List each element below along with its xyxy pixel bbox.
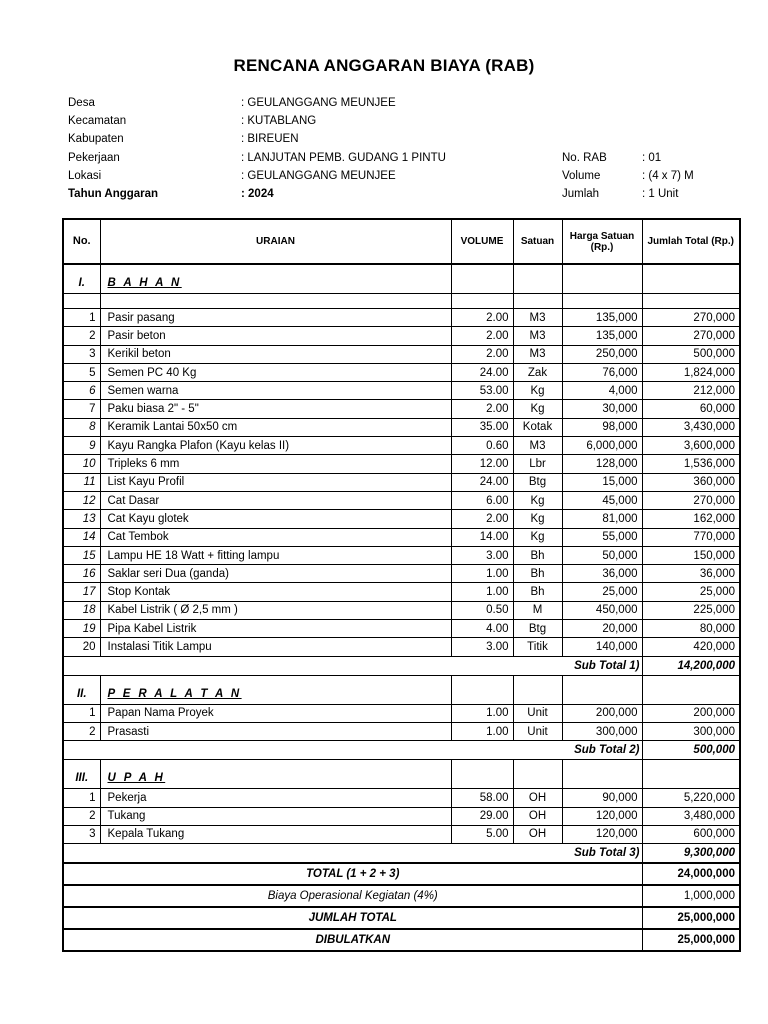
row-number: 8 xyxy=(63,418,100,436)
row-number: 1 xyxy=(63,704,100,722)
row-total: 25,000 xyxy=(642,583,740,601)
row-description: Prasasti xyxy=(100,722,451,740)
table-row xyxy=(63,583,740,601)
row-unit-price: 76,000 xyxy=(562,363,642,381)
row-total: 36,000 xyxy=(642,565,740,583)
row-number: 7 xyxy=(63,400,100,418)
row-total: 300,000 xyxy=(642,722,740,740)
total-value: 25,000,000 xyxy=(642,929,740,951)
empty-cell xyxy=(642,264,740,294)
row-number: 14 xyxy=(63,528,100,546)
row-unit-price: 200,000 xyxy=(562,704,642,722)
row-unit-price: 140,000 xyxy=(562,638,642,656)
row-description: Cat Kayu glotek xyxy=(100,510,451,528)
row-volume: 2.00 xyxy=(451,327,513,345)
row-total: 770,000 xyxy=(642,528,740,546)
rab-table xyxy=(62,218,741,952)
section-header-row xyxy=(63,675,740,704)
total-label: DIBULATKAN xyxy=(63,929,642,951)
row-description: Pasir beton xyxy=(100,327,451,345)
row-volume: 1.00 xyxy=(451,583,513,601)
row-volume: 12.00 xyxy=(451,455,513,473)
row-unit: Bh xyxy=(513,546,562,564)
table-row xyxy=(63,722,740,740)
row-volume: 35.00 xyxy=(451,418,513,436)
row-volume: 2.00 xyxy=(451,400,513,418)
row-volume: 29.00 xyxy=(451,807,513,825)
info-row-kecamatan xyxy=(0,112,768,130)
row-description: Keramik Lantai 50x50 cm xyxy=(100,418,451,436)
table-row xyxy=(63,601,740,619)
row-unit-price: 250,000 xyxy=(562,345,642,363)
empty-cell xyxy=(642,675,740,704)
row-total: 200,000 xyxy=(642,704,740,722)
row-unit-price: 300,000 xyxy=(562,722,642,740)
row-volume: 2.00 xyxy=(451,510,513,528)
row-description: Semen warna xyxy=(100,382,451,400)
row-unit: Kg xyxy=(513,382,562,400)
header-satuan: Satuan xyxy=(513,219,562,264)
info-row-tahun xyxy=(0,185,768,203)
section-title: P E R A L A T A N xyxy=(100,675,451,704)
table-row xyxy=(63,382,740,400)
row-number: 1 xyxy=(63,309,100,327)
header-jumlah: Jumlah Total (Rp.) xyxy=(642,219,740,264)
row-unit: Kg xyxy=(513,528,562,546)
table-row xyxy=(63,620,740,638)
table-row xyxy=(63,437,740,455)
row-unit-price: 20,000 xyxy=(562,620,642,638)
row-description: Pasir pasang xyxy=(100,309,451,327)
row-unit-price: 50,000 xyxy=(562,546,642,564)
row-description: Kerikil beton xyxy=(100,345,451,363)
row-volume: 3.00 xyxy=(451,546,513,564)
section-number: II. xyxy=(63,675,100,704)
row-number: 16 xyxy=(63,565,100,583)
subtotal-row xyxy=(63,656,740,675)
row-description: Saklar seri Dua (ganda) xyxy=(100,565,451,583)
subtotal-label: Sub Total 1) xyxy=(63,656,642,675)
empty-cell xyxy=(513,264,562,294)
row-unit-price: 30,000 xyxy=(562,400,642,418)
row-unit-price: 120,000 xyxy=(562,825,642,843)
row-total: 270,000 xyxy=(642,309,740,327)
section-title: U P A H xyxy=(100,760,451,789)
row-description: Kayu Rangka Plafon (Kayu kelas II) xyxy=(100,437,451,455)
row-number: 1 xyxy=(63,789,100,807)
empty-cell xyxy=(451,760,513,789)
section-number: I. xyxy=(63,264,100,294)
row-description: Tukang xyxy=(100,807,451,825)
row-unit-price: 55,000 xyxy=(562,528,642,546)
row-unit: Zak xyxy=(513,363,562,381)
row-number: 10 xyxy=(63,455,100,473)
info-value-no-rab: : 01 xyxy=(642,152,662,164)
row-volume: 58.00 xyxy=(451,789,513,807)
row-total: 3,430,000 xyxy=(642,418,740,436)
table-row xyxy=(63,309,740,327)
table-header-row xyxy=(63,219,740,264)
row-description: Pekerja xyxy=(100,789,451,807)
row-volume: 1.00 xyxy=(451,722,513,740)
info-label: Kabupaten xyxy=(68,133,124,145)
row-unit: Kg xyxy=(513,491,562,509)
row-number: 3 xyxy=(63,345,100,363)
row-unit-price: 128,000 xyxy=(562,455,642,473)
row-unit-price: 450,000 xyxy=(562,601,642,619)
table-row xyxy=(63,528,740,546)
row-unit: Unit xyxy=(513,722,562,740)
section-number: III. xyxy=(63,760,100,789)
info-row-desa xyxy=(0,94,768,112)
row-volume: 24.00 xyxy=(451,363,513,381)
empty-cell xyxy=(451,675,513,704)
row-number: 2 xyxy=(63,722,100,740)
row-volume: 6.00 xyxy=(451,491,513,509)
row-unit-price: 98,000 xyxy=(562,418,642,436)
empty-cell xyxy=(513,294,562,309)
table-row xyxy=(63,704,740,722)
total-label: JUMLAH TOTAL xyxy=(63,907,642,929)
row-total: 3,600,000 xyxy=(642,437,740,455)
row-volume: 2.00 xyxy=(451,309,513,327)
header-volume: VOLUME xyxy=(451,219,513,264)
row-unit: Kg xyxy=(513,510,562,528)
row-unit: M xyxy=(513,601,562,619)
row-unit-price: 135,000 xyxy=(562,327,642,345)
info-label-jumlah: Jumlah xyxy=(562,188,600,200)
row-total: 212,000 xyxy=(642,382,740,400)
info-label: Lokasi xyxy=(68,170,102,182)
empty-cell xyxy=(562,675,642,704)
row-unit-price: 25,000 xyxy=(562,583,642,601)
section-title: B A H A N xyxy=(100,264,451,294)
row-total: 360,000 xyxy=(642,473,740,491)
info-row-pekerjaan xyxy=(0,149,768,167)
empty-cell xyxy=(642,294,740,309)
empty-cell xyxy=(562,294,642,309)
info-row-lokasi xyxy=(0,167,768,185)
row-unit: Kg xyxy=(513,400,562,418)
row-number: 5 xyxy=(63,363,100,381)
table-row xyxy=(63,825,740,843)
row-total: 270,000 xyxy=(642,327,740,345)
row-total: 270,000 xyxy=(642,491,740,509)
row-description: Tripleks 6 mm xyxy=(100,455,451,473)
row-unit: Bh xyxy=(513,583,562,601)
subtotal-label: Sub Total 3) xyxy=(63,844,642,864)
subtotal-value: 500,000 xyxy=(642,741,740,760)
total-row xyxy=(63,929,740,951)
row-total: 60,000 xyxy=(642,400,740,418)
row-unit-price: 120,000 xyxy=(562,807,642,825)
total-value: 1,000,000 xyxy=(642,885,740,907)
row-volume: 0.50 xyxy=(451,601,513,619)
info-label-volume: Volume xyxy=(562,170,601,182)
row-total: 5,220,000 xyxy=(642,789,740,807)
total-row xyxy=(63,885,740,907)
row-unit: M3 xyxy=(513,309,562,327)
row-unit: Bh xyxy=(513,565,562,583)
row-unit-price: 45,000 xyxy=(562,491,642,509)
row-unit-price: 135,000 xyxy=(562,309,642,327)
row-unit: M3 xyxy=(513,327,562,345)
empty-cell xyxy=(642,760,740,789)
info-value: : 2024 xyxy=(241,188,274,200)
info-label: Kecamatan xyxy=(68,115,127,127)
empty-cell xyxy=(562,264,642,294)
row-description: Cat Tembok xyxy=(100,528,451,546)
empty-cell xyxy=(100,294,451,309)
row-unit-price: 36,000 xyxy=(562,565,642,583)
row-total: 225,000 xyxy=(642,601,740,619)
row-description: Papan Nama Proyek xyxy=(100,704,451,722)
row-description: Instalasi Titik Lampu xyxy=(100,638,451,656)
row-unit: Unit xyxy=(513,704,562,722)
total-label: Biaya Operasional Kegiatan (4%) xyxy=(63,885,642,907)
table-row xyxy=(63,491,740,509)
table-row xyxy=(63,807,740,825)
empty-cell xyxy=(513,760,562,789)
row-total: 162,000 xyxy=(642,510,740,528)
header-uraian: URAIAN xyxy=(100,219,451,264)
row-description: Kabel Listrik ( Ø 2,5 mm ) xyxy=(100,601,451,619)
row-unit: Kotak xyxy=(513,418,562,436)
subtotal-row xyxy=(63,741,740,760)
subtotal-value: 9,300,000 xyxy=(642,844,740,864)
row-number: 19 xyxy=(63,620,100,638)
row-volume: 1.00 xyxy=(451,565,513,583)
info-value: : KUTABLANG xyxy=(241,115,317,127)
row-number: 2 xyxy=(63,807,100,825)
row-total: 600,000 xyxy=(642,825,740,843)
row-unit: OH xyxy=(513,825,562,843)
row-description: Pipa Kabel Listrik xyxy=(100,620,451,638)
header-harga: Harga Satuan (Rp.) xyxy=(562,219,642,264)
empty-cell xyxy=(451,264,513,294)
total-value: 25,000,000 xyxy=(642,907,740,929)
table-row xyxy=(63,327,740,345)
info-label: Desa xyxy=(68,97,95,109)
table-row xyxy=(63,638,740,656)
subtotal-value: 14,200,000 xyxy=(642,656,740,675)
row-unit: Titik xyxy=(513,638,562,656)
table-row xyxy=(63,546,740,564)
info-value-jumlah: : 1 Unit xyxy=(642,188,679,200)
row-description: Cat Dasar xyxy=(100,491,451,509)
row-number: 18 xyxy=(63,601,100,619)
empty-cell xyxy=(562,760,642,789)
table-row xyxy=(63,400,740,418)
row-volume: 4.00 xyxy=(451,620,513,638)
row-volume: 14.00 xyxy=(451,528,513,546)
row-unit: Lbr xyxy=(513,455,562,473)
row-volume: 3.00 xyxy=(451,638,513,656)
subtotal-label: Sub Total 2) xyxy=(63,741,642,760)
row-number: 9 xyxy=(63,437,100,455)
table-row xyxy=(63,345,740,363)
row-unit: OH xyxy=(513,789,562,807)
row-total: 500,000 xyxy=(642,345,740,363)
row-total: 1,824,000 xyxy=(642,363,740,381)
row-total: 3,480,000 xyxy=(642,807,740,825)
row-total: 420,000 xyxy=(642,638,740,656)
row-number: 12 xyxy=(63,491,100,509)
row-total: 80,000 xyxy=(642,620,740,638)
section-header-row xyxy=(63,760,740,789)
info-label-no-rab: No. RAB xyxy=(562,152,607,164)
header-no: No. xyxy=(63,219,100,264)
row-unit: Btg xyxy=(513,473,562,491)
row-number: 17 xyxy=(63,583,100,601)
row-number: 20 xyxy=(63,638,100,656)
row-description: Stop Kontak xyxy=(100,583,451,601)
row-unit-price: 81,000 xyxy=(562,510,642,528)
info-label: Tahun Anggaran xyxy=(68,188,159,200)
table-row xyxy=(63,363,740,381)
total-row xyxy=(63,907,740,929)
empty-cell xyxy=(63,294,100,309)
row-volume: 0.60 xyxy=(451,437,513,455)
row-number: 6 xyxy=(63,382,100,400)
row-description: Kepala Tukang xyxy=(100,825,451,843)
table-row xyxy=(63,565,740,583)
page-title: RENCANA ANGGARAN BIAYA (RAB) xyxy=(233,56,535,75)
blank-row xyxy=(63,294,740,309)
section-header-row xyxy=(63,264,740,294)
info-value: : BIREUEN xyxy=(241,133,299,145)
table-row xyxy=(63,789,740,807)
row-volume: 1.00 xyxy=(451,704,513,722)
row-volume: 24.00 xyxy=(451,473,513,491)
empty-cell xyxy=(513,675,562,704)
row-unit: OH xyxy=(513,807,562,825)
total-label: TOTAL (1 + 2 + 3) xyxy=(63,863,642,885)
row-unit-price: 4,000 xyxy=(562,382,642,400)
row-unit: M3 xyxy=(513,345,562,363)
info-value-volume: : (4 x 7) M xyxy=(642,170,694,182)
row-total: 150,000 xyxy=(642,546,740,564)
row-unit-price: 90,000 xyxy=(562,789,642,807)
row-number: 2 xyxy=(63,327,100,345)
row-number: 13 xyxy=(63,510,100,528)
total-value: 24,000,000 xyxy=(642,863,740,885)
row-unit-price: 15,000 xyxy=(562,473,642,491)
info-value: : GEULANGGANG MEUNJEE xyxy=(241,170,396,182)
row-number: 15 xyxy=(63,546,100,564)
row-total: 1,536,000 xyxy=(642,455,740,473)
row-volume: 2.00 xyxy=(451,345,513,363)
row-description: List Kayu Profil xyxy=(100,473,451,491)
table-row xyxy=(63,455,740,473)
row-number: 11 xyxy=(63,473,100,491)
row-unit: Btg xyxy=(513,620,562,638)
info-label: Pekerjaan xyxy=(68,152,120,164)
row-description: Lampu HE 18 Watt + fitting lampu xyxy=(100,546,451,564)
table-row xyxy=(63,418,740,436)
info-value: : GEULANGGANG MEUNJEE xyxy=(241,97,396,109)
row-description: Paku biasa 2" - 5" xyxy=(100,400,451,418)
empty-cell xyxy=(451,294,513,309)
info-row-kabupaten xyxy=(0,130,768,148)
row-number: 3 xyxy=(63,825,100,843)
total-row xyxy=(63,863,740,885)
row-description: Semen PC 40 Kg xyxy=(100,363,451,381)
row-unit-price: 6,000,000 xyxy=(562,437,642,455)
table-body xyxy=(63,264,740,951)
row-unit: M3 xyxy=(513,437,562,455)
row-volume: 5.00 xyxy=(451,825,513,843)
table-row xyxy=(63,473,740,491)
subtotal-row xyxy=(63,844,740,864)
table-row xyxy=(63,510,740,528)
row-volume: 53.00 xyxy=(451,382,513,400)
info-value: : LANJUTAN PEMB. GUDANG 1 PINTU xyxy=(241,152,446,164)
